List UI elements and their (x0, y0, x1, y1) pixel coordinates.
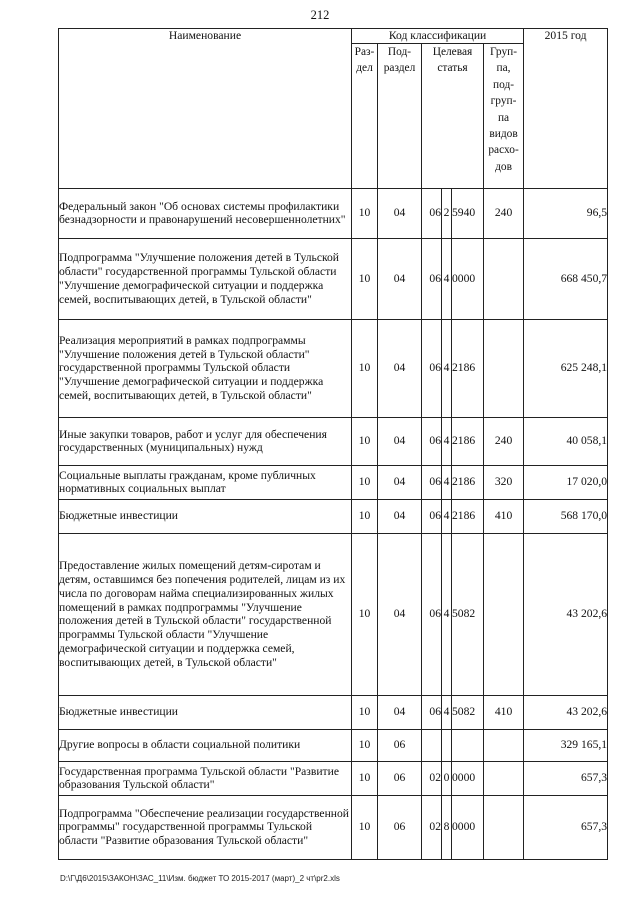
row-section: 10 (352, 761, 378, 795)
subsection-header-line: Под- (387, 45, 412, 58)
row-section: 10 (352, 417, 378, 465)
row-subsection: 04 (378, 695, 422, 729)
name-column-header: Наименование (59, 29, 352, 189)
file-path-footer: D:\Г\Д6\2015\ЗАКОН\ЗАС_11\Изм. бюджет ТО 2015-2017 (март)_2 чт\pr2.xls (60, 874, 340, 883)
row-subsection: 06 (378, 795, 422, 859)
row-direction: 5940 (452, 188, 484, 238)
header-row-top (59, 29, 608, 44)
row-direction: 5082 (452, 533, 484, 695)
table-row (59, 319, 608, 417)
classification-code-header: Код классификации (352, 29, 524, 44)
row-program: 06 (422, 319, 442, 417)
expense-group-header-line: под- (493, 78, 515, 91)
row-amount: 43 202,6 (524, 533, 608, 695)
row-expense-type: 320 (484, 465, 524, 499)
row-subsection: 04 (378, 417, 422, 465)
row-program (422, 729, 442, 761)
row-expense-type (484, 533, 524, 695)
row-subprogram: 4 (442, 695, 452, 729)
row-section: 10 (352, 533, 378, 695)
row-direction (452, 729, 484, 761)
row-name: Подпрограмма "Улучшение положения детей в Тульской области" государственной программы Тульской области "Улучшение демографической ситуации и поддержка семей, воспитывающих детей, в Тульской области" (59, 238, 352, 319)
row-expense-type (484, 761, 524, 795)
row-direction: 0000 (452, 761, 484, 795)
row-expense-type: 240 (484, 417, 524, 465)
row-subprogram: 4 (442, 238, 452, 319)
row-amount: 568 170,0 (524, 499, 608, 533)
row-program: 06 (422, 695, 442, 729)
row-subsection: 04 (378, 238, 422, 319)
row-subprogram: 4 (442, 465, 452, 499)
row-name: Реализация мероприятий в рамках подпрограммы "Улучшение положения детей в Тульской области" государственной программы Тульской области "Улучшение демографической ситуации и поддержка семей, воспитывающих детей, в Тульской области" (59, 319, 352, 417)
subsection-header (378, 43, 422, 188)
row-amount: 657,3 (524, 795, 608, 859)
table-row (59, 533, 608, 695)
row-expense-type (484, 319, 524, 417)
table-row (59, 499, 608, 533)
row-section: 10 (352, 795, 378, 859)
budget-table (58, 28, 608, 860)
row-subsection: 04 (378, 499, 422, 533)
row-section: 10 (352, 465, 378, 499)
row-subprogram: 4 (442, 319, 452, 417)
row-amount: 96,5 (524, 188, 608, 238)
target-article-header-line: Целевая (432, 45, 473, 58)
row-section: 10 (352, 319, 378, 417)
section-header (352, 43, 378, 188)
section-header-line: дел (356, 62, 373, 75)
row-amount: 40 058,1 (524, 417, 608, 465)
row-section: 10 (352, 188, 378, 238)
row-program: 02 (422, 795, 442, 859)
row-subsection: 04 (378, 319, 422, 417)
row-program: 06 (422, 417, 442, 465)
page-number: 212 (310, 8, 330, 22)
row-expense-type: 240 (484, 188, 524, 238)
row-subprogram: 4 (442, 533, 452, 695)
row-direction: 2186 (452, 417, 484, 465)
row-direction: 2186 (452, 319, 484, 417)
row-direction: 5082 (452, 695, 484, 729)
table-row (59, 238, 608, 319)
target-article-header (422, 43, 484, 188)
row-name: Федеральный закон "Об основах системы профилактики безнадзорности и правонарушений несовершеннолетних" (59, 188, 352, 238)
row-name: Государственная программа Тульской области "Развитие образования Тульской области" (59, 761, 352, 795)
row-name: Подпрограмма "Обеспечение реализации государственной программы" государственной программы Тульской области "Развитие образования Тульской области" (59, 795, 352, 859)
row-direction: 2186 (452, 465, 484, 499)
row-program: 06 (422, 238, 442, 319)
row-subprogram: 0 (442, 761, 452, 795)
row-section: 10 (352, 499, 378, 533)
table-row (59, 188, 608, 238)
row-amount: 625 248,1 (524, 319, 608, 417)
table-row (59, 729, 608, 761)
row-name: Бюджетные инвестиции (59, 499, 352, 533)
row-program: 06 (422, 533, 442, 695)
row-amount: 657,3 (524, 761, 608, 795)
expense-group-header-line: дов (495, 160, 512, 173)
row-amount: 329 165,1 (524, 729, 608, 761)
row-program: 06 (422, 188, 442, 238)
row-subprogram: 2 (442, 188, 452, 238)
subsection-header-line: раздел (383, 62, 416, 75)
row-section: 10 (352, 238, 378, 319)
row-subsection: 06 (378, 761, 422, 795)
row-expense-type: 410 (484, 499, 524, 533)
expense-group-header (484, 43, 524, 188)
expense-group-header-line: па, (496, 62, 511, 75)
expense-group-header-line: расхо- (488, 144, 519, 157)
row-subprogram (442, 729, 452, 761)
table-row (59, 795, 608, 859)
row-subprogram: 8 (442, 795, 452, 859)
row-subsection: 06 (378, 729, 422, 761)
row-subsection: 04 (378, 465, 422, 499)
row-name: Предоставление жилых помещений детям-сиротам и детям, оставшимся без попечения родителей, лицам из их числа по договорам найма специализированных жилых помещений в рамках подпрограммы "Улучшение положения детей в Тульской области" государственной программы Тульской области "Улучшение демографической ситуации и поддержка семей, воспитывающих детей, в Тульской области" (59, 533, 352, 695)
row-amount: 668 450,7 (524, 238, 608, 319)
row-section: 10 (352, 695, 378, 729)
row-subsection: 04 (378, 533, 422, 695)
row-name: Другие вопросы в области социальной политики (59, 729, 352, 761)
row-program: 06 (422, 499, 442, 533)
row-subsection: 04 (378, 188, 422, 238)
expense-group-header-line: па (497, 111, 510, 124)
expense-group-header-line: видов (489, 127, 518, 140)
row-expense-type (484, 238, 524, 319)
table-row (59, 417, 608, 465)
row-expense-type (484, 795, 524, 859)
row-section: 10 (352, 729, 378, 761)
row-name: Бюджетные инвестиции (59, 695, 352, 729)
row-name: Социальные выплаты гражданам, кроме публичных нормативных социальных выплат (59, 465, 352, 499)
table-row (59, 761, 608, 795)
expense-group-header-line: груп- (490, 95, 517, 108)
row-amount: 43 202,6 (524, 695, 608, 729)
table-row (59, 695, 608, 729)
section-header-line: Раз- (354, 45, 375, 58)
table-row (59, 465, 608, 499)
expense-group-header-line: Груп- (490, 45, 518, 58)
row-amount: 17 020,0 (524, 465, 608, 499)
row-direction: 0000 (452, 795, 484, 859)
row-expense-type (484, 729, 524, 761)
target-article-header-line: статья (437, 62, 468, 75)
row-direction: 0000 (452, 238, 484, 319)
row-expense-type: 410 (484, 695, 524, 729)
row-direction: 2186 (452, 499, 484, 533)
row-program: 02 (422, 761, 442, 795)
row-subprogram: 4 (442, 417, 452, 465)
row-name: Иные закупки товаров, работ и услуг для обеспечения государственных (муниципальных) нужд (59, 417, 352, 465)
row-subprogram: 4 (442, 499, 452, 533)
row-program: 06 (422, 465, 442, 499)
year-column-header: 2015 год (524, 29, 608, 189)
